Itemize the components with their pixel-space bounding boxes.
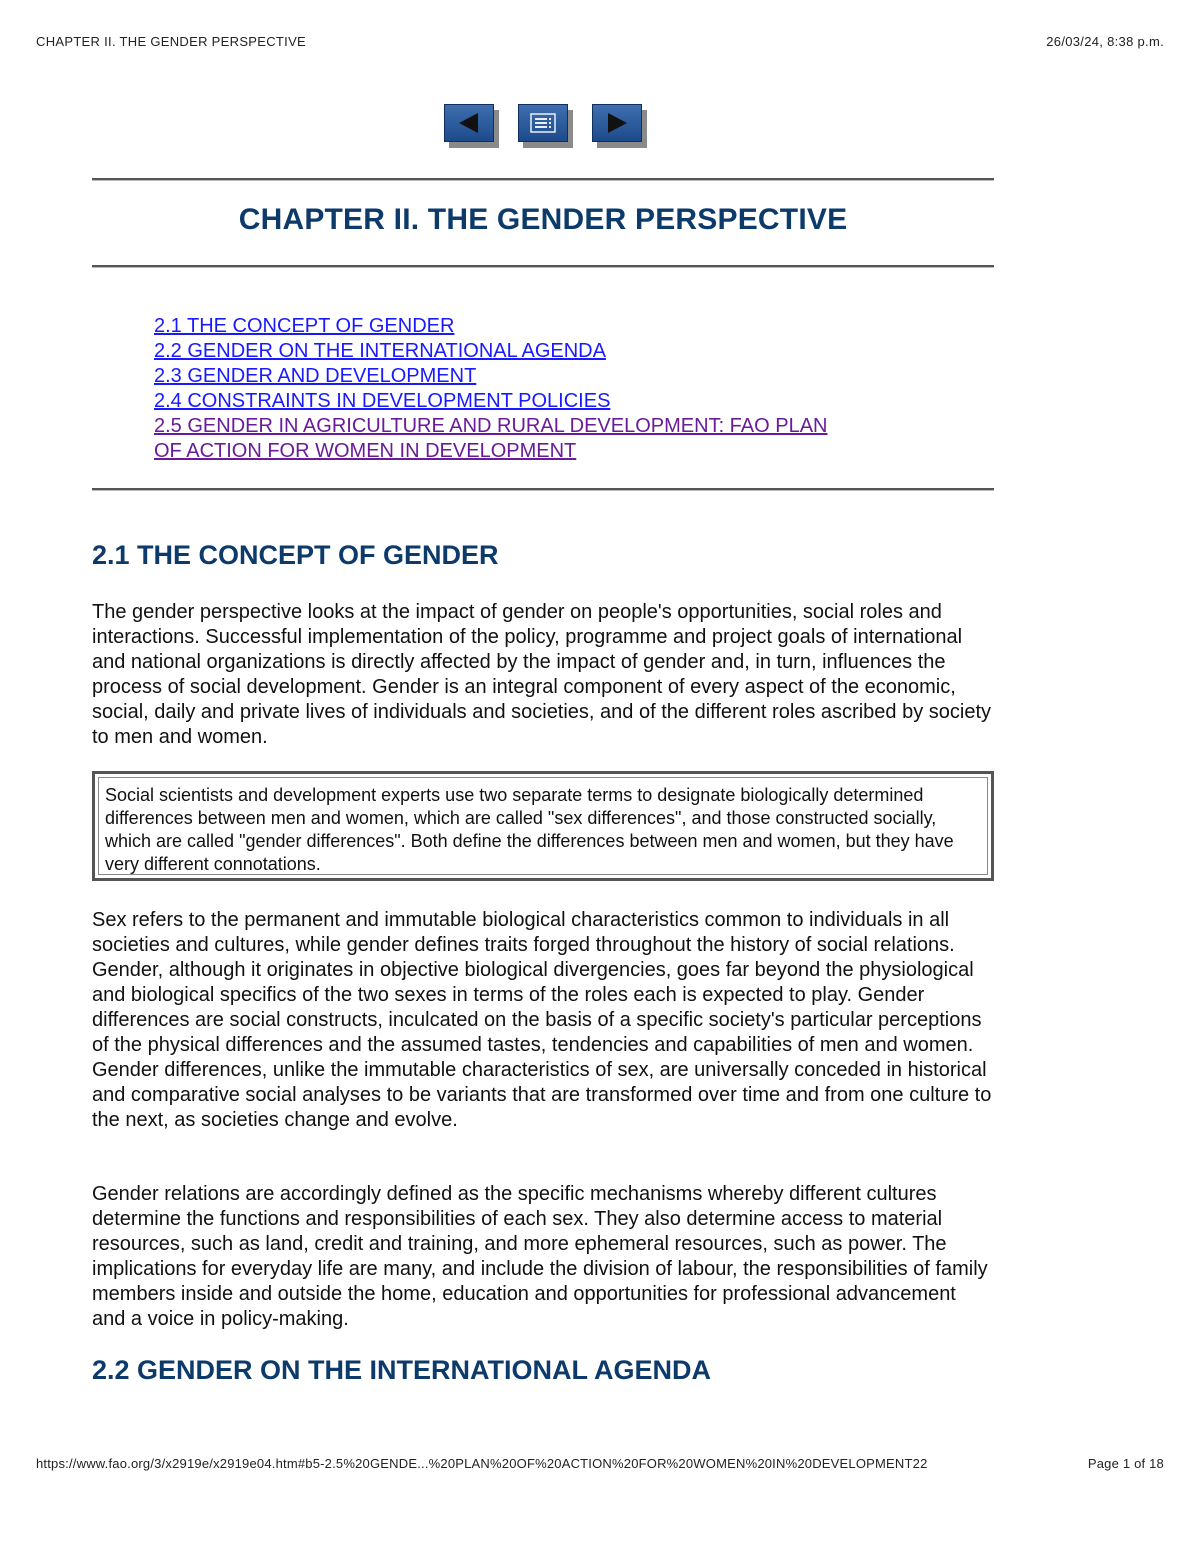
print-header-datetime: 26/03/24, 8:38 p.m. <box>1046 34 1164 49</box>
section-heading-2-2: 2.2 GENDER ON THE INTERNATIONAL AGENDA <box>92 1355 712 1385</box>
print-header <box>36 34 1164 49</box>
paragraph-gender-relations: Gender relations are accordingly defined as the specific mechanisms whereby different cultures determine the functions and responsibilities of each sex. They also determine access to material resources, such as land, credit and training, and more ephemeral resources, such as power. The implications for everyday life are many, and include the division of labour, the responsibilities of family members inside and outside the home, education and opportunities for professional advancement and a voice in policy-making. <box>92 1183 988 1330</box>
print-header-title: CHAPTER II. THE GENDER PERSPECTIVE <box>36 34 307 49</box>
toc-link-line1: 2.5 GENDER IN AGRICULTURE AND RURAL DEVELOPMENT: FAO PLAN <box>154 415 828 437</box>
toc-item <box>154 314 954 339</box>
toc-item <box>154 364 954 389</box>
print-footer-url: https://www.fao.org/3/x2919e/x2919e04.htm#b5-2.5%20GENDE...%20PLAN%20OF%20ACTION%20FOR%20WOMEN%20IN%20DEVELOPMENT22 <box>36 1456 928 1471</box>
toc-link-international-agenda[interactable]: 2.2 GENDER ON THE INTERNATIONAL AGENDA <box>154 340 606 362</box>
chapter-navigation <box>444 104 654 152</box>
toc-item <box>154 339 954 364</box>
toc-link-concept-of-gender[interactable]: 2.1 THE CONCEPT OF GENDER <box>154 315 455 337</box>
divider-top <box>92 178 994 181</box>
chapter-title: CHAPTER II. THE GENDER PERSPECTIVE <box>238 203 848 236</box>
toc-link-line2: OF ACTION FOR WOMEN IN DEVELOPMENT <box>154 440 577 462</box>
toc-item <box>154 389 954 414</box>
contents-list-icon <box>528 111 558 135</box>
toc-item <box>154 414 954 464</box>
table-of-contents <box>154 314 954 464</box>
print-footer-page: Page 1 of 18 <box>1087 1456 1164 1471</box>
arrow-left-icon <box>456 111 482 135</box>
contents-button[interactable] <box>518 104 568 142</box>
divider-toc <box>92 488 994 491</box>
arrow-right-icon <box>604 111 630 135</box>
print-footer <box>36 1456 1164 1471</box>
divider-title <box>92 265 994 268</box>
toc-link-agriculture-rural-development[interactable] <box>154 415 828 462</box>
previous-button[interactable] <box>444 104 494 142</box>
toc-link-constraints[interactable]: 2.4 CONSTRAINTS IN DEVELOPMENT POLICIES <box>154 390 611 412</box>
paragraph-gender-perspective: The gender perspective looks at the impact of gender on people's opportunities, social roles and interactions. Successful implementation of the policy, programme and project goals of international and national organizations is directly affected by the impact of gender and, in turn, influences the process of social development. Gender is an integral component of every aspect of the economic, social, daily and private lives of individuals and societies, and of the different roles ascribed by society to men and women. <box>92 601 992 748</box>
boxed-note-text: Social scientists and development experts use two separate terms to designate biologically determined differences between men and women, which are called "sex differences", and those constructed socially, which are called "gender differences". Both define the differences between men and women, but they have very different connotations. <box>98 777 988 875</box>
boxed-note <box>92 771 994 881</box>
toc-link-gender-and-development[interactable]: 2.3 GENDER AND DEVELOPMENT <box>154 365 477 387</box>
paragraph-sex-and-gender: Sex refers to the permanent and immutable biological characteristics common to individuals in all societies and cultures, while gender defines traits forged throughout the history of social relations. Gender, although it originates in objective biological divergencies, goes far beyond the physiological and biological specifics of the two sexes in terms of the roles each is expected to play. Gender differences are social constructs, inculcated on the basis of a specific society's particular perceptions of the physical differences and the assumed tastes, tendencies and capabilities of men and women. Gender differences, unlike the immutable characteristics of sex, are universally conceded in historical and comparative social analyses to be variants that are transformed over time and from one culture to the next, as societies change and evolve. <box>92 909 992 1131</box>
next-button[interactable] <box>592 104 642 142</box>
section-heading-2-1: 2.1 THE CONCEPT OF GENDER <box>92 540 499 570</box>
